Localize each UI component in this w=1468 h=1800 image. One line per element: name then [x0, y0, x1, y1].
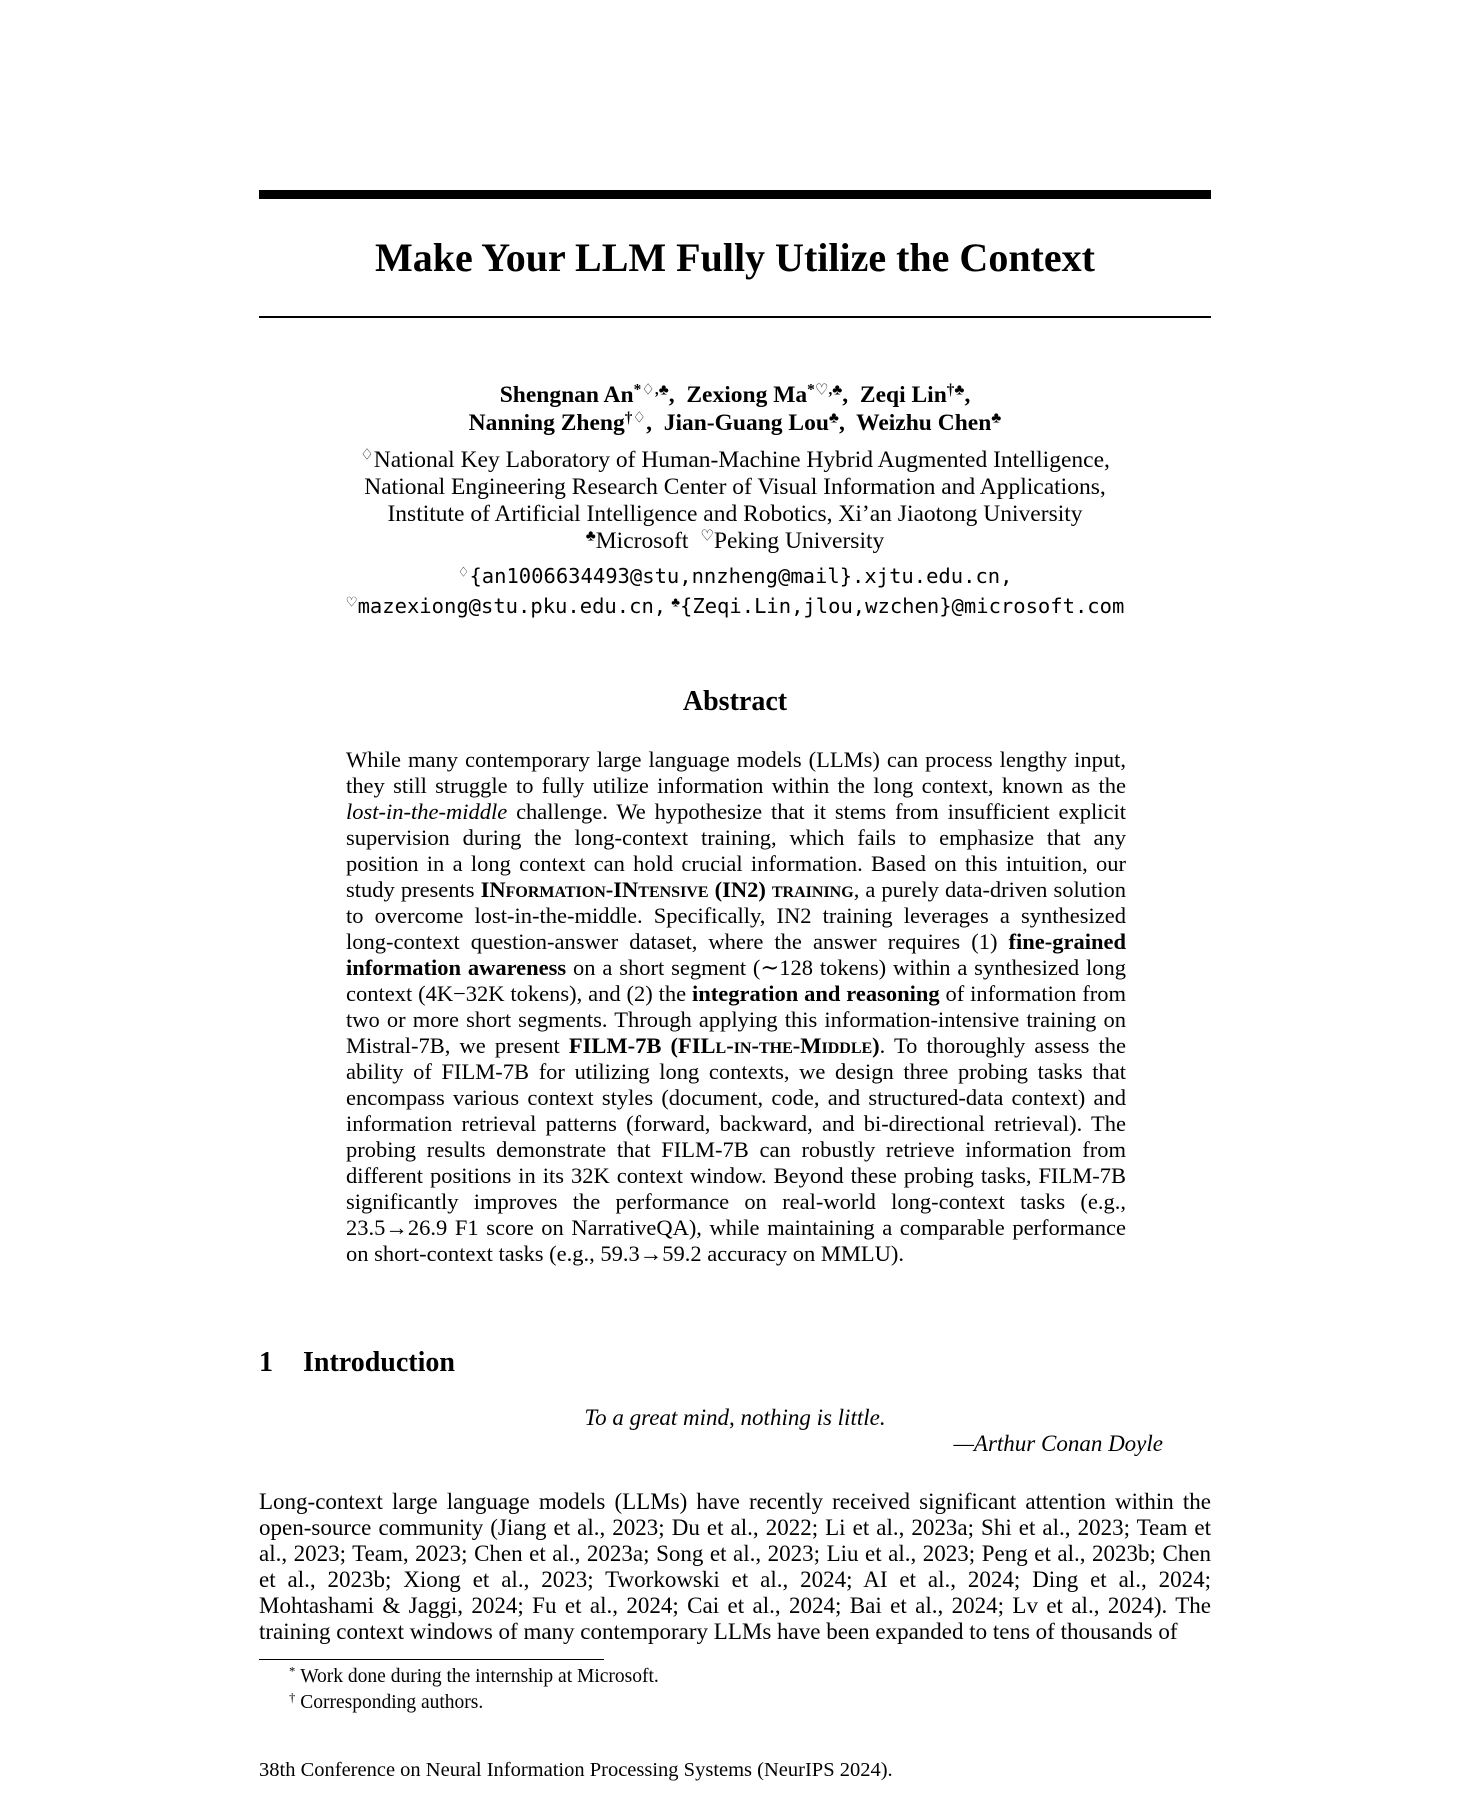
section-number: 1: [259, 1347, 273, 1378]
abstract-text: for utilizing long contexts, we design three probing tasks that encompass various context styles (document, code, and structured-data context) and information retrieval patterns (forward, backward, and bi-directional retrieval). The probing results demonstrate that: [346, 1059, 1127, 1162]
epigraph: [259, 1405, 1211, 1457]
paper-title: Make Your LLM Fully Utilize the Context: [375, 235, 1095, 280]
email-line: [259, 592, 1211, 622]
affiliation-line: [259, 447, 1211, 474]
footnote-rule: [259, 1659, 604, 1660]
abstract-body: [346, 747, 1126, 1267]
author-name: Nanning Zheng: [468, 410, 625, 436]
abstract-bold: integration and reasoning: [692, 981, 940, 1006]
conference-footer: 38th Conference on Neural Information Processing Systems (NeurIPS 2024).: [259, 1759, 893, 1781]
epigraph-text: To a great mind, nothing is little.: [584, 1405, 886, 1430]
author-line-2: Nanning Zheng†♢, Jian-Guang Lou♣, Weizhu Chen♣: [468, 409, 1002, 436]
affiliation-line: [259, 528, 1211, 555]
email-mark: ♡: [345, 594, 358, 610]
abstract-method-name: INformation-INtensive (IN2) training: [480, 877, 854, 902]
author-list: [259, 381, 1211, 437]
author-name: Shengnan An: [499, 382, 634, 408]
abstract-text: challenge. We hypothesize that it stems from insufficient explicit supervision during the long-context training, which fails to emphasize that any position in a long context can hold crucial information. Based on this intuition, our study presents: [346, 799, 1126, 902]
affiliation-mark: ♡: [700, 527, 714, 545]
abstract-model-ref: FILM-7B: [441, 1059, 530, 1084]
abstract-text: While many contemporary large language models (LLMs) can process lengthy input, they still struggle to fully utilize information within the long context, known as the: [346, 747, 1126, 798]
affiliation-org: Peking University: [713, 528, 885, 554]
email-mark: ♣: [671, 594, 681, 610]
email-mark: ♢: [457, 564, 470, 580]
author-mark: ♣: [828, 409, 839, 427]
author-mark: *♢,♣: [633, 381, 669, 399]
abstract-text: can robustly retrieve information from different positions in its 32K context window. Beyond these probing tasks,: [346, 1137, 1126, 1188]
section-title: Introduction: [303, 1347, 455, 1378]
abstract-model-name: FILM-7B (FILl-in-the-Middle): [568, 1033, 880, 1058]
author-mark: *♡,♣: [807, 381, 843, 399]
email-text: {an1006634493@stu,nnzheng@mail}.xjtu.edu.cn,: [469, 564, 1013, 588]
footnote-text: Work done during the internship at Microsoft.: [300, 1666, 659, 1687]
affiliations: [259, 447, 1211, 555]
abstract-method-short: IN2: [776, 903, 812, 928]
author-emails: [259, 562, 1211, 622]
abstract-heading: Abstract: [682, 686, 788, 717]
affiliation-mark: ♢: [360, 446, 374, 464]
footnote: [259, 1690, 659, 1716]
author-name: Jian-Guang Lou: [663, 410, 829, 436]
title-top-rule: [259, 190, 1211, 199]
affiliation-org: Microsoft: [595, 528, 689, 554]
abstract-model-ref: FILM-7B: [661, 1137, 749, 1162]
abstract-text: significantly improves the performance on real-world long-context tasks (e.g., 23.5→26.9 F1 score on NarrativeQA), while maintaining a comparable performance on short-context tasks (e.g., 59.3→59.2 accuracy on MMLU).: [346, 1189, 1126, 1266]
author-line-1: Shengnan An*♢,♣, Zexiong Ma*♡,♣, Zeqi Lin†♣,: [499, 381, 971, 408]
abstract-text: on a short segment (∼128 tokens) within a synthesized long context (4K−32K tokens), and (2) the: [346, 955, 1127, 1006]
author-name: Zexiong Ma: [686, 382, 808, 408]
email-text: mazexiong@stu.pku.edu.cn,: [357, 594, 667, 618]
section-heading-introduction: [259, 1345, 455, 1381]
epigraph-author: —Arthur Conan Doyle: [953, 1431, 1163, 1456]
affiliation-line: National Engineering Research Center of Visual Information and Applications,: [364, 474, 1106, 500]
abstract-text: , a purely data-driven solution to overcome lost-in-the-middle. Specifically,: [346, 877, 1126, 928]
email-line: [259, 562, 1211, 592]
abstract-text: of information from two or more short segments. Through applying this information-intensive training on Mistral-7B, we present: [346, 981, 1126, 1058]
author-mark: ♣: [991, 409, 1002, 427]
title-bottom-rule: [259, 316, 1211, 318]
author-mark: †♢: [624, 409, 647, 427]
author-name: Weizhu Chen: [856, 410, 992, 436]
footnotes: [259, 1664, 659, 1716]
abstract-italic: lost-in-the-middle: [346, 799, 508, 824]
abstract-model-ref: FILM-7B: [1038, 1163, 1126, 1188]
affiliation-mark: ♣: [585, 527, 596, 545]
affiliation-line: Institute of Artificial Intelligence and Robotics, Xi’an Jiaotong University: [387, 501, 1083, 527]
author-name: Zeqi Lin: [859, 382, 947, 408]
footnote-mark: †: [289, 1690, 296, 1705]
abstract-bold: fine-grained information awareness: [346, 929, 1126, 980]
footnote-text: Corresponding authors.: [300, 1692, 484, 1713]
introduction-paragraph: Long-context large language models (LLMs) have recently received significant attention within the open-source community (Jiang et al., 2023; Du et al., 2022; Li et al., 2023a; Shi et al., 2023; Team et al., 2023; Team, 2023; Chen et al., 2023a; Song et al., 2023; Liu et al., 2023; Peng et al., 2023b; Chen et al., 2023b; Xiong et al., 2023; Tworkowski et al., 2024; AI et al., 2024; Ding et al., 2024; Mohtashami & Jaggi, 2024; Fu et al., 2024; Cai et al., 2024; Bai et al., 2024; Lv et al., 2024). The training context windows of many contemporary LLMs have been expanded to tens of thousands of: [259, 1489, 1211, 1644]
footnote: [259, 1664, 659, 1690]
affiliation-text: National Key Laboratory of Human-Machine Hybrid Augmented Intelligence,: [373, 447, 1110, 473]
footnote-mark: *: [289, 1664, 296, 1679]
email-text: {Zeqi.Lin,jlou,wzchen}@microsoft.com: [680, 594, 1125, 618]
abstract-text: . To thoroughly assess the ability of: [346, 1033, 1126, 1084]
abstract-text: training leverages a synthesized long-context question-answer dataset, where the answer requires (1): [346, 903, 1126, 954]
author-mark: †♣: [946, 381, 965, 399]
